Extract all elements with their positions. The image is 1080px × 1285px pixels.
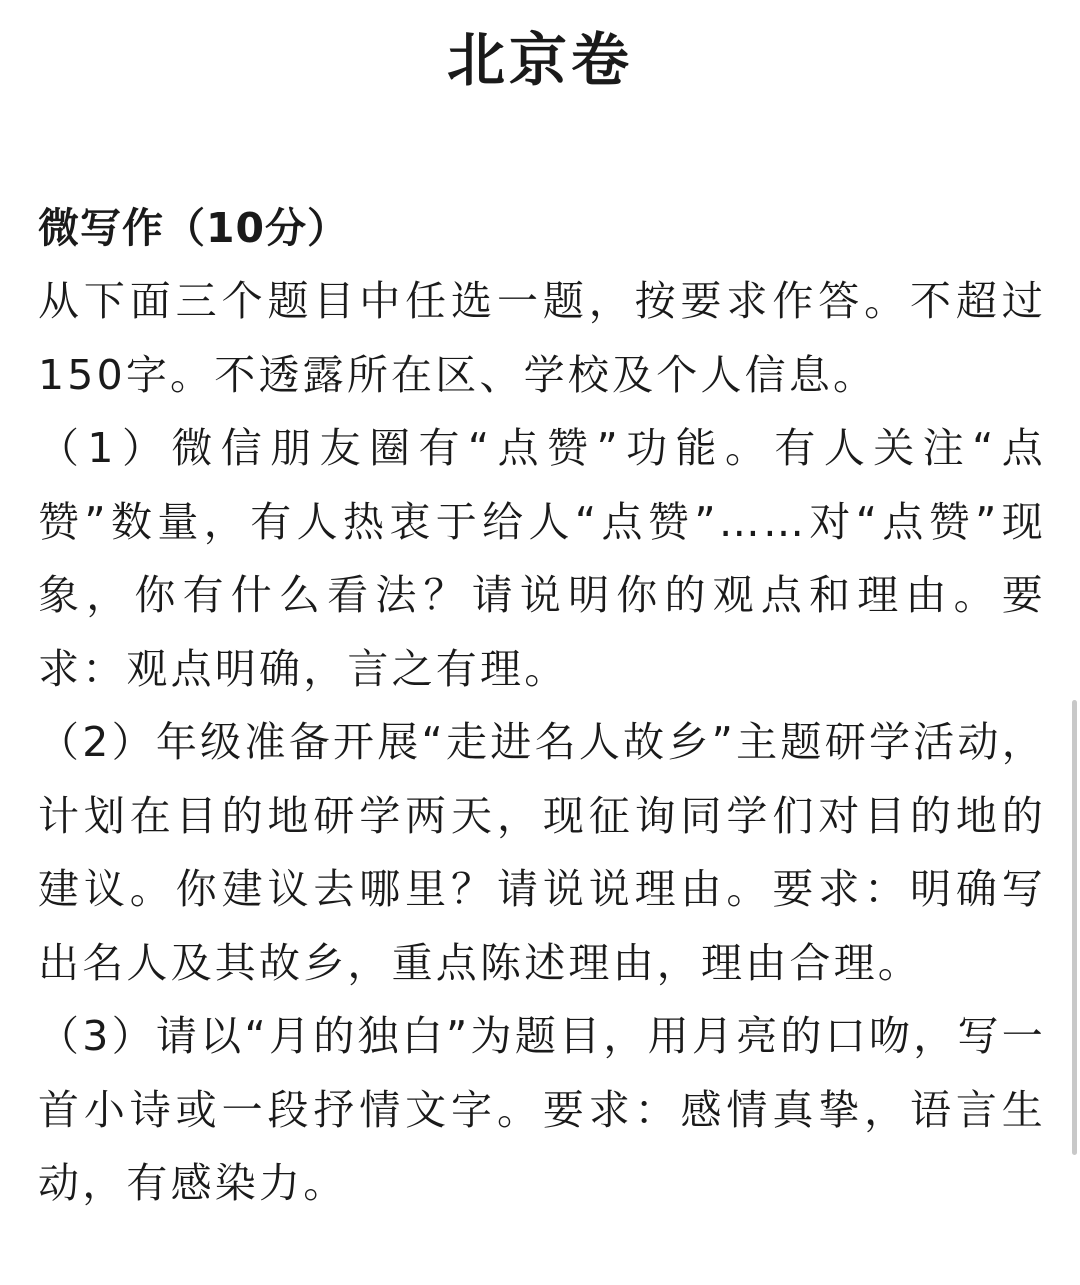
page-title: 北京卷 — [446, 26, 633, 94]
question-item-2: （2）年级准备开展“走进名人故乡”主题研学活动，计划在目的地研学两天，现征询同学们对目的地的建议。你建议去哪里？请说说理由。要求：明确写出名人及其故乡，重点陈述理由，理由合理。 — [38, 718, 1046, 987]
section-heading: 微写作（10分） — [38, 204, 350, 252]
question-item-3: （3）请以“月的独白”为题目，用月亮的口吻，写一首小诗或一段抒情文字。要求：感情真挚，语言生动，有感染力。 — [38, 1012, 1046, 1207]
scrollbar[interactable] — [1072, 700, 1077, 1155]
question-section — [38, 192, 1046, 1221]
instruction-text: 从下面三个题目中任选一题，按要求作答。不超过150字。不透露所在区、学校及个人信息。 — [38, 277, 1046, 399]
question-item-1: （1）微信朋友圈有“点赞”功能。有人关注“点赞”数量，有人热衷于给人“点赞”……对“点赞”现象，你有什么看法？请说明你的观点和理由。要求：观点明确，言之有理。 — [38, 424, 1046, 693]
